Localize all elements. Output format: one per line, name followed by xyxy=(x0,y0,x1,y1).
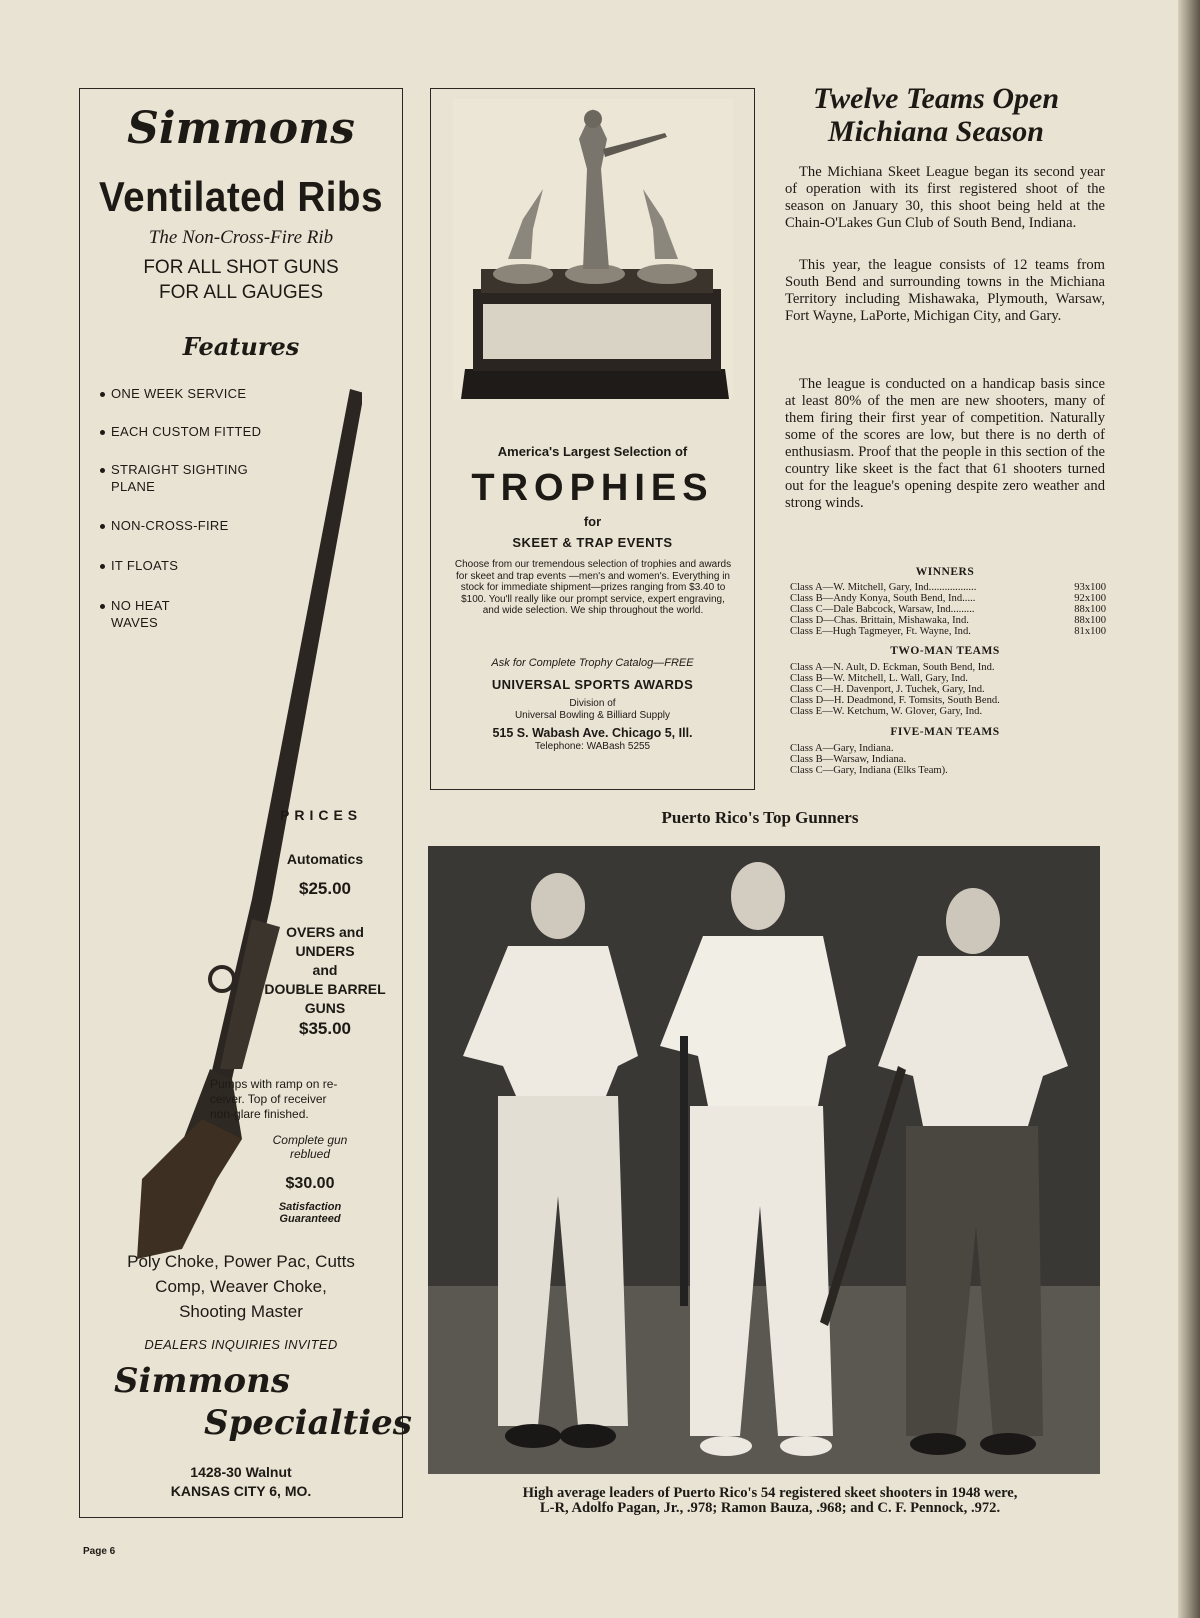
five-man-row: Class A—Gary, Indiana. xyxy=(790,743,894,754)
reblued-price: $30.00 xyxy=(285,1175,335,1192)
simmons-brand-footer: Simmons xyxy=(114,1361,290,1401)
specialties-script: Specialties xyxy=(204,1403,412,1443)
two-man-row: Class E—W. Ketchum, W. Glover, Gary, Ind. xyxy=(790,706,983,717)
winners-row: Class A—W. Mitchell, Gary, Ind.................. 93x100 xyxy=(790,582,1106,593)
feature-item: STRAIGHT SIGHTING PLANE xyxy=(100,461,248,495)
winners-row: Class C—Dale Babcock, Warsaw, Ind......... 88x100 xyxy=(790,604,1106,615)
universal-sports-awards: UNIVERSAL SPORTS AWARDS xyxy=(491,677,694,692)
feature-item: EACH CUSTOM FITTED xyxy=(100,423,261,440)
five-man-heading: FIVE-MAN TEAMS xyxy=(890,726,1000,738)
five-man-row: Class C—Gary, Indiana (Elks Team). xyxy=(790,765,948,776)
photo-title: Puerto Rico's Top Gunners xyxy=(661,808,859,827)
article-paragraph: The Michiana Skeet League began its second year of operation with its first registered shoot of the season on January 30, this shoot being held at the Chain-O'Lakes Gun Club of South Bend, Indiana. xyxy=(785,164,1105,231)
simmons-brand: Simmons xyxy=(127,103,355,154)
two-man-row: Class B—W. Mitchell, L. Wall, Gary, Ind. xyxy=(790,673,968,684)
dealers-inquiries: DEALERS INQUIRIES INVITED xyxy=(144,1337,338,1352)
page-gutter xyxy=(1178,0,1200,1618)
features-heading: Features xyxy=(182,332,300,361)
prices-heading: PRICES xyxy=(280,807,363,823)
photo-caption: High average leaders of Puerto Rico's 54 registered skeet shooters in 1948 were, L-R, Adolfo Pagan, Jr., .978; Ramon Bauza, .968; and C. F. Pennock, .972. xyxy=(522,1485,1018,1516)
article-paragraph: The league is conducted on a handicap basis since at least 80% of the men are new shooters, many of them firing their first year of competition. Naturally some of the scores are low, but there is no derth of enthusiasm. Proof that the people in this section of the country like skeet is the fact that 61 shooters turned out for the league's opening despite zero weather and strong winds. xyxy=(785,376,1105,511)
skeet-trap-events: SKEET & TRAP EVENTS xyxy=(512,535,673,550)
trophy-ad xyxy=(430,88,755,790)
automatics-price: $25.00 xyxy=(299,879,351,898)
for-all-gauges: FOR ALL GAUGES xyxy=(158,282,323,303)
simmons-subtitle: The Non-Cross-Fire Rib xyxy=(148,227,334,248)
feature-item: NON-CROSS-FIRE xyxy=(100,517,229,534)
overs-unders-price: $35.00 xyxy=(299,1019,351,1038)
trophy-body: Choose from our tremendous selection of trophies and awards for skeet and trap events —men's and women's. Everything in stock for immediate shipment—prizes ranging from $3.40 to $100. You'll really like our prompt service, expert engraving, and wide selection. We ship throughout the world. xyxy=(454,559,732,616)
winners-row: Class D—Chas. Brittain, Mishawaka, Ind. 88x100 xyxy=(790,615,1106,626)
trophy-telephone: Telephone: WABash 5255 xyxy=(534,741,651,752)
trophy-division: Division of Universal Bowling & Billiard Supply xyxy=(514,698,671,721)
trophy-tagline: America's Largest Selection of xyxy=(497,444,688,459)
trophy-address: 515 S. Wabash Ave. Chicago 5, Ill. xyxy=(492,726,693,740)
gunners-photo xyxy=(428,846,1100,1474)
automatics-label: Automatics xyxy=(286,851,364,867)
article-paragraph: This year, the league consists of 12 teams from South Bend and surrounding towns in the Michiana Territory including Mishawaka, Plymouth, Warsaw, Fort Wayne, LaPorte, Michigan City, and Gary. xyxy=(785,257,1105,324)
trophy-photo xyxy=(453,99,733,399)
two-man-row: Class D—H. Deadmond, F. Tomsits, South Bend. xyxy=(790,695,1000,706)
two-man-row: Class C—H. Davenport, J. Tuchek, Gary, Ind. xyxy=(790,684,985,695)
satisfaction-guaranteed: Satisfaction Guaranteed xyxy=(278,1201,342,1225)
two-man-heading: TWO-MAN TEAMS xyxy=(890,645,1000,657)
shotgun-illustration xyxy=(102,379,362,1299)
feature-item: IT FLOATS xyxy=(100,557,178,574)
trophy-for: for xyxy=(583,514,602,529)
simmons-address: 1428-30 Walnut KANSAS CITY 6, MO. xyxy=(170,1464,312,1499)
winners-row: Class E—Hugh Tagmeyer, Ft. Wayne, Ind. 81x100 xyxy=(790,626,1106,637)
for-all-shotguns: FOR ALL SHOT GUNS xyxy=(143,257,339,278)
five-man-row: Class B—Warsaw, Indiana. xyxy=(790,754,907,765)
trophies-headline: TROPHIES xyxy=(471,467,714,509)
simmons-ad xyxy=(79,88,412,1518)
overs-unders-label: OVERS and UNDERS and DOUBLE BARREL GUNS xyxy=(264,924,386,1016)
winners-row: Class B—Andy Konya, South Bend, Ind..... 92x100 xyxy=(790,593,1106,604)
reblued-note: Complete gun reblued xyxy=(272,1133,348,1161)
simmons-headline: Ventilated Ribs xyxy=(99,173,383,220)
page-number: Page 6 xyxy=(83,1546,116,1557)
two-man-row: Class A—N. Ault, D. Eckman, South Bend, Ind. xyxy=(790,662,995,673)
pumps-note: Pumps with ramp on re- ceiver. Top of receiver non-glare finished. xyxy=(210,1077,338,1121)
feature-item: NO HEAT WAVES xyxy=(100,597,170,631)
trophy-catalog: Ask for Complete Trophy Catalog—FREE xyxy=(491,657,694,669)
chokes-list: Poly Choke, Power Pac, Cutts Comp, Weaver Choke, Shooting Master xyxy=(127,1252,355,1321)
feature-item: ONE WEEK SERVICE xyxy=(100,385,246,402)
article-title: Twelve Teams Open Michiana Season xyxy=(812,82,1060,148)
winners-heading: WINNERS xyxy=(915,566,975,578)
